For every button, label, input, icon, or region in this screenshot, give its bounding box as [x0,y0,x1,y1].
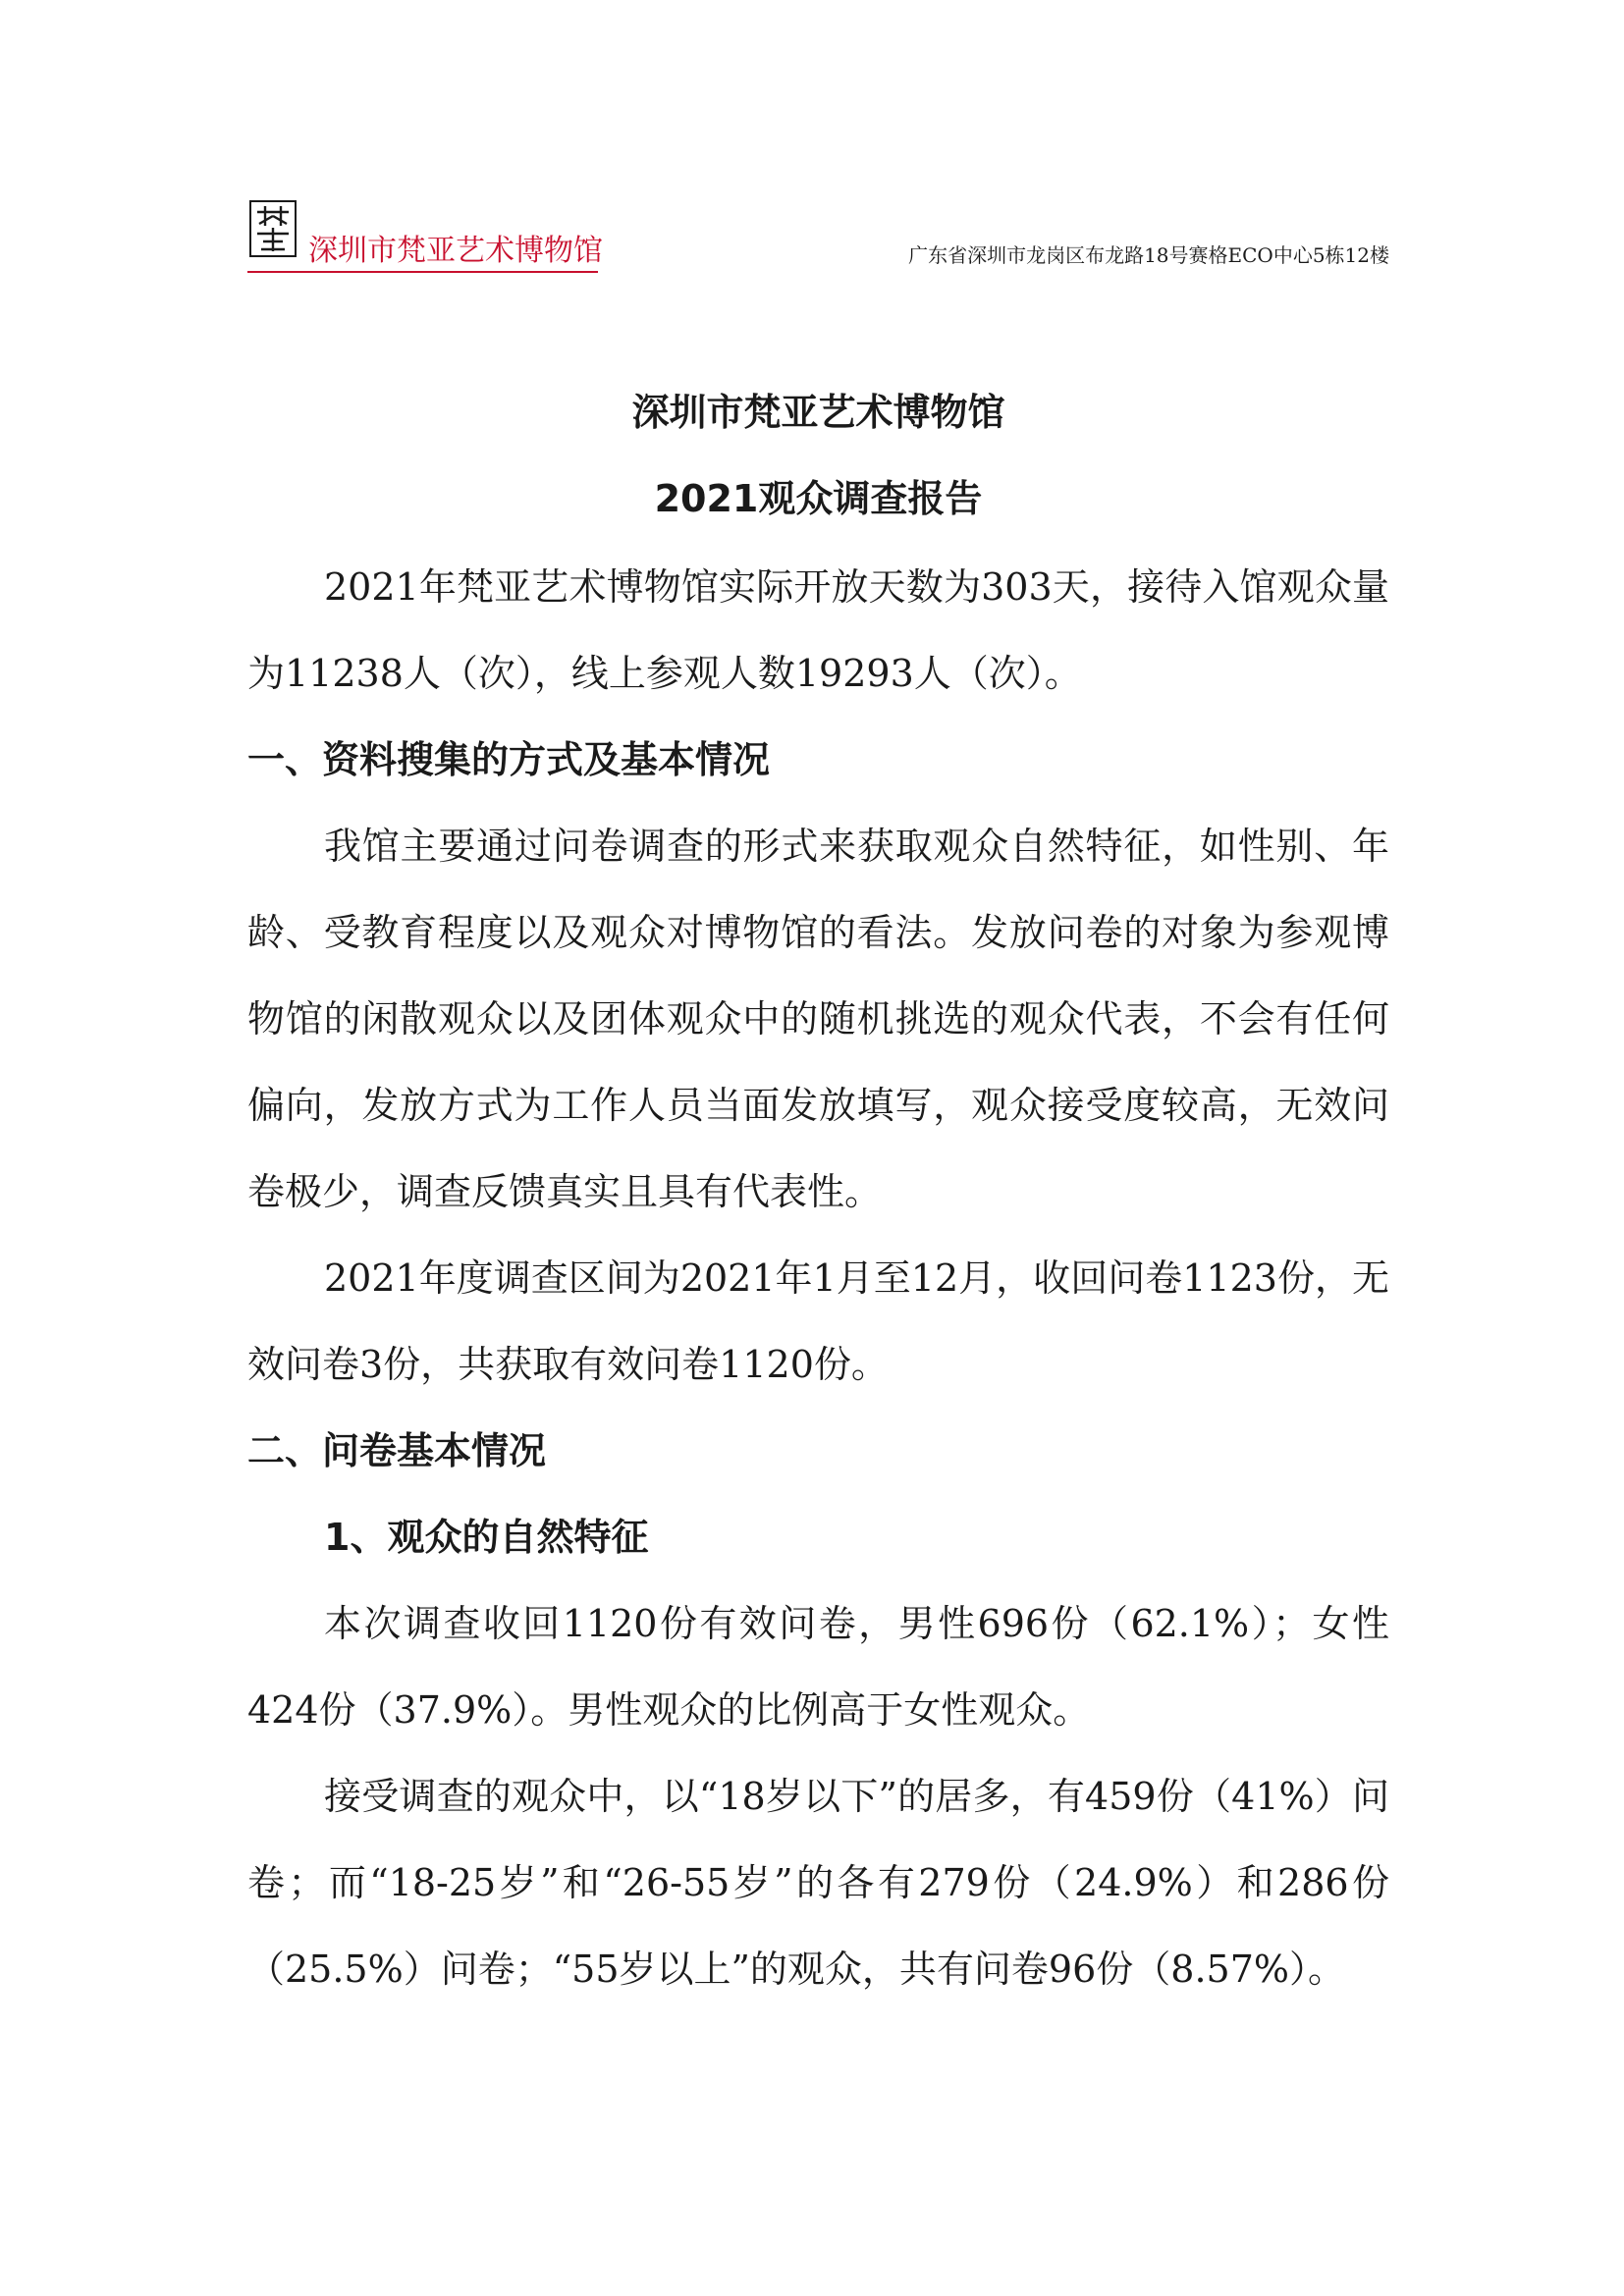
section-1-heading: 一、资料搜集的方式及基本情况 [247,738,771,781]
page-header [247,198,1389,273]
section-2-heading: 二、问卷基本情况 [247,1429,547,1472]
section-1-paragraph-2: 2021年度调查区间为2021年1月至12月，收回问卷1123份，无效问卷3份，共获取有效问卷1120份。 [247,1256,1389,1386]
document-title: 深圳市梵亚艺术博物馆 [631,391,1005,434]
museum-name: 深圳市梵亚艺术博物馆 [308,234,603,268]
section-1-paragraph-1: 我馆主要通过问卷调查的形式来获取观众自然特征，如性别、年龄、受教育程度以及观众对博物馆的看法。发放问卷的对象为参观博物馆的闲散观众以及团体观众中的随机挑选的观众代表，不会有任何偏向，发放方式为工作人员当面发放填写，观众接受度较高，无效问卷极少，调查反馈真实且具有代表性。 [247,825,1389,1213]
museum-logo-seal-icon [247,198,298,259]
document-body [247,544,1389,2012]
museum-address: 广东省深圳市龙岗区布龙路18号赛格ECO中心5栋12楼 [908,243,1389,267]
section-2-subheading: 1、观众的自然特征 [324,1516,649,1559]
section-2-paragraph-1: 本次调查收回1120份有效问卷，男性696份（62.1%）；女性424份（37.9%）。男性观众的比例高于女性观众。 [247,1602,1389,1732]
section-2-paragraph-2: 接受调查的观众中，以“18岁以下”的居多，有459份（41%）问卷；而“18-25岁”和“26-55岁”的各有279份（24.9%）和286份（25.5%）问卷；“55岁以上”的观众，共有问卷96份（8.57%）。 [247,1775,1389,1991]
intro-paragraph: 2021年梵亚艺术博物馆实际开放天数为303天，接待入馆观众量为11238人（次），线上参观人数19293人（次）。 [247,565,1389,695]
document-subtitle: 2021观众调查报告 [654,477,983,520]
header-rule [247,271,598,273]
